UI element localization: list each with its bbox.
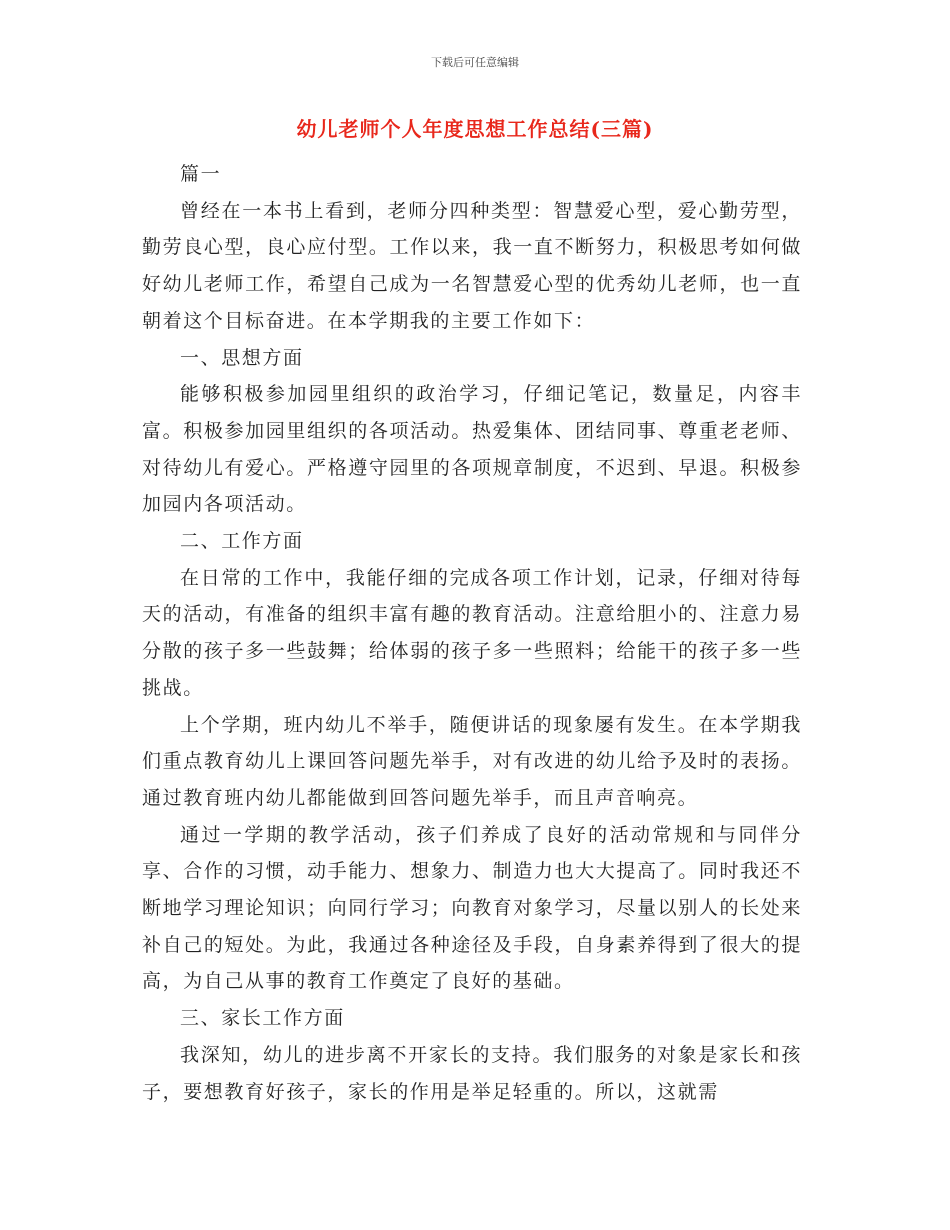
paragraph: 上个学期，班内幼儿不举手，随便讲话的现象屡有发生。在本学期我们重点教育幼儿上课回答问题先举手，对有改进的幼儿给予及时的表扬。通过教育班内幼儿都能做到回答问题先举手，而且声音响亮。 (142, 713, 802, 809)
header-note: 下载后可任意编辑 (431, 56, 519, 69)
section-label: 篇一 (180, 163, 222, 185)
paragraph: 曾经在一本书上看到，老师分四种类型：智慧爱心型，爱心勤劳型，勤劳良心型，良心应付型。工作以来，我一直不断努力，积极思考如何做好幼儿老师工作，希望自己成为一名智慧爱心型的优秀幼儿老师，也一直朝着这个目标奋进。在本学期我的主要工作如下： (142, 199, 802, 332)
paragraph: 能够积极参加园里组织的政治学习，仔细记笔记，数量足，内容丰富。积极参加园里组织的各项活动。热爱集体、团结同事、尊重老老师、对待幼儿有爱心。严格遵守园里的各项规章制度，不迟到、早退。积极参加园内各项活动。 (142, 383, 802, 516)
section-heading: 三、家长工作方面 (180, 1007, 345, 1030)
paragraph: 通过一学期的教学活动，孩子们养成了良好的活动常规和与同伴分享、合作的习惯，动手能力、想象力、制造力也大大提高了。同时我还不断地学习理论知识；向同行学习；向教育对象学习，尽量以别人的长处来补自己的短处。为此，我通过各种途径及手段，自身素养得到了很大的提高，为自己从事的教育工作奠定了良好的基础。 (142, 823, 802, 993)
paragraph: 在日常的工作中，我能仔细的完成各项工作计划，记录，仔细对待每天的活动，有准备的组织丰富有趣的教育活动。注意给胆小的、注意力易分散的孩子多一些鼓舞；给体弱的孩子多一些照料；给能干的孩子多一些挑战。 (142, 566, 802, 699)
document-title: 幼儿老师个人年度思想工作总结(三篇) (296, 117, 654, 141)
paragraph: 我深知，幼儿的进步离不开家长的支持。我们服务的对象是家长和孩子，要想教育好孩子，家长的作用是举足轻重的。所以，这就需 (142, 1043, 802, 1103)
section-heading: 一、思想方面 (180, 346, 304, 369)
section-heading: 二、工作方面 (180, 530, 304, 553)
document-body (142, 156, 802, 1110)
